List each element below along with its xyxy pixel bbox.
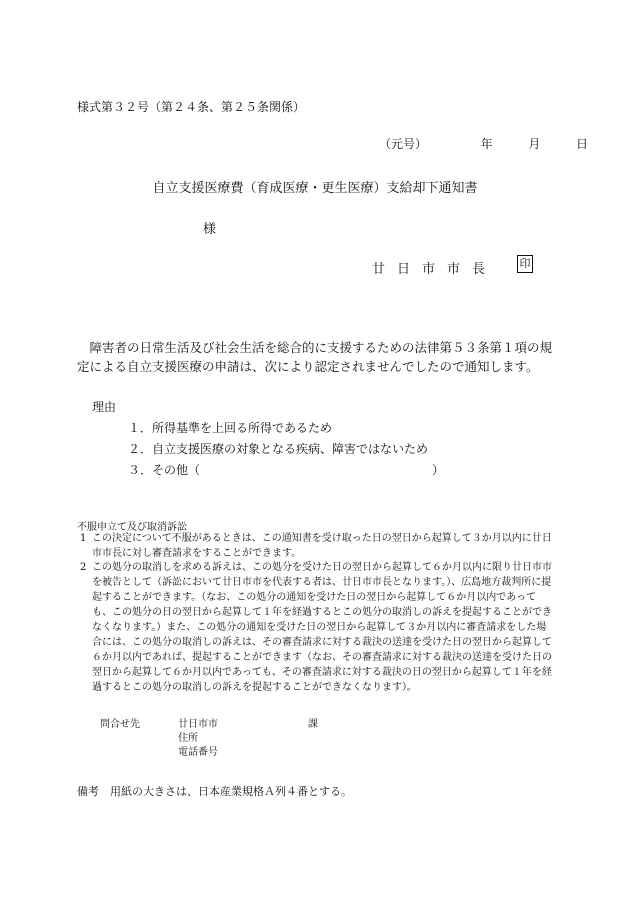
appeal-item-2 [80, 560, 555, 695]
date-day: 日 [576, 137, 589, 151]
contact-address: 住所 [178, 733, 198, 744]
appeal-item-2-text: この処分の取消しを求める訴えは、この処分を受けた日の翌日から起算して６か月以内に限り廿日市市を被告として（訴訟において廿日市市を代表する者は、廿日市市長となります。）、広島地方裁判所に提起することができます。（なお、この処分の通知を受けた日の翌日から起算して６か月以内であっても、この処分の日の翌日から起算して１年を経過するとこの処分の取消しの訴えを提起することができなくなります。）また、この処分の通知を受けた日の翌日から起算して３か月以内に審査請求をした場合には、この処分の取消しの訴えは、その審査請求に対する裁決の送達を受けた日の翌日から起算して６か月以内であれば、提起することができます（なお、その審査請求に対する裁決の送達を受けた日の翌日から起算して６か月以内であっても、その審査請求に対する裁決の日の翌日から起算して１年を経過するとこの処分の取消しの訴えを提起することができなくなります）。 [92, 562, 552, 693]
appeal-item-1 [80, 531, 555, 561]
date-era: （元号） [379, 137, 428, 151]
document-title: 自立支援医療費（育成医療・更生医療）支給却下通知書 [152, 181, 478, 196]
reason-item-2: ２．自立支援医療の対象となる疾病、障害ではないため [128, 442, 429, 456]
date-line [379, 135, 588, 152]
appeal-item-1-number: 1 [80, 533, 87, 544]
reason-other-close: ） [432, 463, 445, 477]
reason-item-3: ３．その他（ [128, 463, 201, 477]
date-month: 月 [528, 137, 541, 151]
notice-body: 障害者の日常生活及び社会生活を総合的に支援するための法律第５３条第１項の規定による自立支援医療の申請は、次により認定されませんでしたので通知します。 [77, 340, 553, 374]
contact-label: 問合せ先 [100, 719, 140, 730]
contact-section: 課 [308, 719, 318, 730]
remarks-note: 備考 用紙の大きさは、日本産業規格Ａ列４番とする。 [77, 785, 352, 798]
form-number: 様式第３２号（第２４条、第２５条関係） [77, 100, 306, 114]
contact-city: 廿日市市 [178, 719, 218, 730]
reason-item-1: １．所得基準を上回る所得であるため [128, 421, 333, 435]
appeal-item-1-text: この決定について不服があるときは、この通知書を受け取った日の翌日から起算して３か月以内に廿日市市長に対し審査請求をすることができます。 [92, 533, 552, 559]
seal-stamp: 印 [517, 255, 533, 273]
issuer-name: 廿日市市長 [372, 262, 498, 277]
reason-label: 理由 [92, 400, 117, 414]
appeal-item-2-number: 2 [80, 562, 87, 573]
date-year: 年 [480, 137, 493, 151]
contact-phone: 電話番号 [178, 747, 218, 758]
recipient-honorific: 様 [203, 222, 217, 237]
appeal-title: 不服申立て及び取消訴訟 [77, 522, 187, 533]
